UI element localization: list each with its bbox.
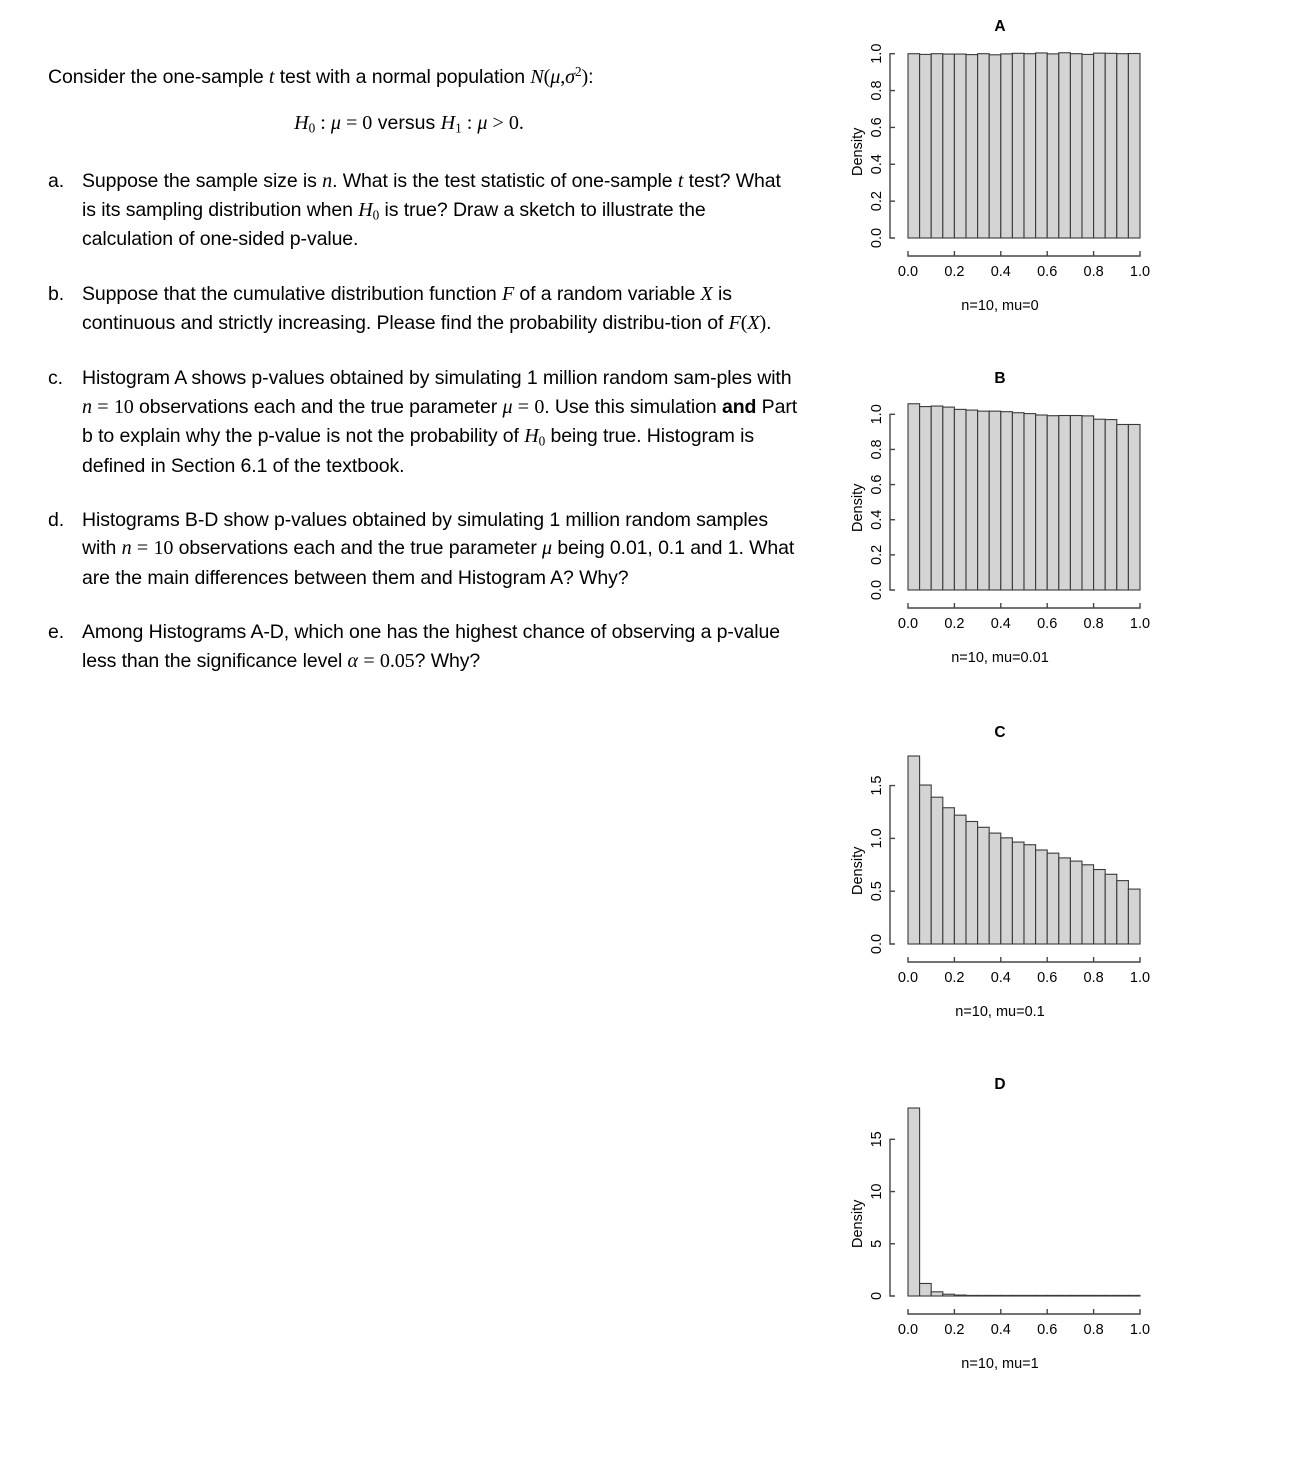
histogram-c-caption: n=10, mu=0.1 <box>955 1004 1045 1020</box>
y-axis-line <box>890 414 895 590</box>
x-axis-tick-label: 0.8 <box>1083 616 1104 632</box>
y-axis-tick-label: 0.8 <box>868 439 885 460</box>
part-d-marker: d. <box>48 508 65 531</box>
histogram-bar <box>920 54 932 238</box>
histogram-bar <box>1001 838 1013 944</box>
eq-colon-2: : <box>461 112 478 134</box>
symbol-10-c: 10 <box>113 395 134 418</box>
hypothesis-equation <box>48 112 800 137</box>
histogram-bar <box>966 55 978 238</box>
y-axis-tick-label: 0.4 <box>868 509 885 530</box>
histogram-bar <box>1036 53 1048 238</box>
histogram-bar <box>1036 1295 1048 1296</box>
histogram-b-caption: n=10, mu=0.01 <box>951 650 1049 666</box>
y-axis-tick-label: 1.5 <box>868 775 885 796</box>
histogram-bar <box>989 411 1001 590</box>
eq-H-alt-sub: 1 <box>455 120 462 136</box>
symbol-n-d: n <box>121 537 132 560</box>
y-axis-tick-label: 0.8 <box>868 80 885 101</box>
histogram-bar <box>931 406 943 590</box>
symbol-H-c: H <box>524 425 539 448</box>
part-e-body: Among Histograms A-D, which one has the highest chance of observing a p-value less than the significance level α = 0.05? Why? <box>82 621 780 672</box>
x-axis-tick-label: 1.0 <box>1129 970 1151 986</box>
y-axis-tick-label: 0.5 <box>868 881 885 902</box>
histogram-c-ylabel: Density <box>850 846 866 895</box>
x-axis-tick-label: 0.8 <box>1083 970 1104 986</box>
intro-colon: : <box>588 65 594 88</box>
x-axis-tick-label: 0.0 <box>897 616 919 632</box>
symbol-eq-c: = <box>97 395 109 418</box>
histogram-bar <box>1001 1295 1013 1296</box>
y-axis-tick-label: 1.0 <box>868 43 885 64</box>
x-axis-line <box>908 603 1140 608</box>
histogram-bar <box>1117 54 1129 238</box>
histogram-bar <box>978 54 990 238</box>
y-axis-tick-label: 0 <box>868 1291 885 1301</box>
eq-versus-word: versus <box>372 112 441 134</box>
x-axis-tick-label: 0.2 <box>944 616 965 632</box>
question-part-b <box>48 280 800 339</box>
emphasis-and: and <box>721 395 757 418</box>
histogram-bar <box>1012 842 1024 944</box>
y-axis-tick-label: 0.2 <box>868 544 885 565</box>
histogram-bar <box>1001 54 1013 238</box>
x-axis-tick-label: 1.0 <box>1129 264 1151 280</box>
question-part-c <box>48 364 800 480</box>
histogram-bar <box>1128 54 1140 239</box>
x-axis-line <box>908 1309 1140 1314</box>
part-a-body: Suppose the sample size is n. What is the test statistic of one-sample t test? What is its sampling distribution when $H_0$ is true? Draw a sketch to illustrate the calculation of one-sided p-value. <box>82 169 781 251</box>
x-axis-tick-label: 0.4 <box>990 970 1011 986</box>
histogram-d-plot <box>820 1058 1180 1358</box>
part-b-body: Suppose that the cumulative distribution function F of a random variable X is continuous and strictly increasing. Please find the probability distribu‑tion of F(X). <box>82 282 772 335</box>
histogram-b-title: B <box>994 370 1006 387</box>
histogram-bar <box>1024 845 1036 944</box>
y-axis-line <box>890 786 895 944</box>
intro-symbol-sigma: σ <box>565 65 575 88</box>
question-parts-list <box>48 167 800 676</box>
y-axis-tick-label: 0.2 <box>868 191 885 212</box>
y-axis-tick-label: 1.0 <box>868 404 885 425</box>
histogram-a-title: A <box>994 18 1006 35</box>
histogram-bar <box>1024 1295 1036 1296</box>
histogram-bar <box>1059 416 1071 590</box>
histogram-bar <box>966 821 978 944</box>
x-axis-tick-label: 0.2 <box>944 970 965 986</box>
histogram-bar <box>931 54 943 238</box>
eq-colon-1: : <box>315 112 331 134</box>
histogram-bar <box>1128 889 1140 944</box>
x-axis-tick-label: 0.6 <box>1037 264 1058 280</box>
part-c-marker: c. <box>48 367 63 390</box>
histogram-d-title: D <box>994 1076 1006 1093</box>
symbol-H-c-sub: 0 <box>538 433 546 449</box>
histogram-bar <box>989 55 1001 238</box>
histogram-panel-c <box>820 706 1180 1061</box>
histogram-bar <box>966 1295 978 1296</box>
symbol-0-c: 0 <box>534 395 545 418</box>
histogram-panel-column <box>820 0 1220 1459</box>
histogram-d-caption: n=10, mu=1 <box>961 1356 1039 1372</box>
x-axis-tick-label: 0.0 <box>897 264 919 280</box>
intro-paren-open: ( <box>543 65 551 88</box>
part-e-marker: e. <box>48 621 65 644</box>
histogram-bar <box>931 1292 943 1296</box>
eq-zero-1: 0 <box>362 112 373 134</box>
x-axis-tick-label: 0.2 <box>944 1322 965 1338</box>
histogram-b-ylabel: Density <box>850 483 866 533</box>
histogram-bar <box>943 808 955 944</box>
histogram-a-ylabel: Density <box>850 127 866 176</box>
x-axis-tick-label: 0.4 <box>990 1322 1011 1338</box>
intro-symbol-N: N <box>530 65 544 88</box>
histogram-panel-a <box>820 0 1180 355</box>
y-axis-tick-label: 15 <box>868 1131 885 1148</box>
eq-zero-2: 0. <box>508 112 524 134</box>
x-axis-tick-label: 0.6 <box>1037 970 1058 986</box>
histogram-bar <box>989 1295 1001 1296</box>
histogram-bar <box>1105 420 1117 590</box>
histogram-b-plot <box>820 352 1180 652</box>
histogram-bar <box>1047 54 1059 238</box>
eq-mu-1: μ <box>330 112 341 134</box>
histogram-bar <box>1094 1295 1106 1296</box>
histogram-bar <box>1024 54 1036 238</box>
eq-H-null-sub: 0 <box>308 120 316 136</box>
histogram-bar <box>1024 414 1036 590</box>
histogram-bar <box>1036 415 1048 590</box>
histogram-bar <box>908 1108 920 1296</box>
histogram-bar <box>978 411 990 590</box>
histogram-bar <box>1117 881 1129 944</box>
histogram-bar <box>1117 424 1129 590</box>
histogram-bar <box>1059 53 1071 238</box>
histogram-bar <box>954 54 966 238</box>
symbol-eq-d: = <box>136 537 149 560</box>
histogram-bar <box>1012 413 1024 590</box>
histogram-bar <box>989 833 1001 944</box>
histogram-bar <box>978 827 990 944</box>
x-axis-tick-label: 0.6 <box>1037 1322 1058 1338</box>
histogram-bar <box>1059 858 1071 944</box>
y-axis-tick-label: 0.6 <box>868 474 885 495</box>
symbol-mu-c: μ <box>502 395 513 418</box>
histogram-a-plot <box>820 0 1180 300</box>
symbol-paren-close-b: ) <box>759 312 767 335</box>
question-part-d <box>48 506 800 592</box>
histogram-bar <box>943 54 955 238</box>
x-axis-tick-label: 0.4 <box>990 616 1011 632</box>
histogram-bar <box>1105 53 1117 238</box>
histogram-bar <box>920 1283 932 1296</box>
histogram-bar <box>954 815 966 944</box>
histogram-bar <box>1012 1295 1024 1296</box>
symbol-X-b2: X <box>747 312 760 335</box>
part-b-marker: b. <box>48 282 65 305</box>
histogram-a-caption: n=10, mu=0 <box>961 298 1039 314</box>
histogram-bar <box>954 409 966 590</box>
histogram-bar <box>1070 54 1082 238</box>
histogram-bar <box>920 407 932 590</box>
symbol-X-b: X <box>700 282 713 305</box>
histogram-bar <box>1047 1295 1059 1296</box>
histogram-bar <box>1012 53 1024 238</box>
intro-symbol-mu: μ <box>550 65 561 88</box>
histogram-bar <box>1105 874 1117 944</box>
histogram-bar <box>1128 1295 1140 1296</box>
symbol-paren-open-b: ( <box>740 312 748 335</box>
intro-symbol-t: t <box>268 65 275 88</box>
histogram-bar <box>954 1295 966 1296</box>
symbol-t-a: t <box>677 169 684 192</box>
x-axis-line <box>908 957 1140 962</box>
y-axis-tick-label: 0.0 <box>868 227 885 249</box>
histogram-bar <box>1001 412 1013 590</box>
symbol-F-b2: F <box>728 312 741 335</box>
symbol-005-e: 0.05 <box>379 649 415 672</box>
symbol-F-b: F <box>501 282 515 305</box>
histogram-c-plot <box>820 706 1180 1006</box>
histogram-bar <box>920 785 932 944</box>
histogram-bar <box>1082 54 1094 238</box>
symbol-H-a-sub: 0 <box>372 207 380 223</box>
symbol-eq-e: = <box>363 649 375 672</box>
part-c-body: Histogram A shows p-values obtained by simulating 1 million random sam‑ples with n = 10 observations each and the true parameter μ = 0. Use this simulation and Part b to explain why the p-value is not the probability of $H_0$ being true. Histogram is defined in Section 6.1 of the textbook. <box>82 367 798 477</box>
x-axis-tick-label: 0.4 <box>990 264 1011 280</box>
histogram-bar <box>1036 850 1048 944</box>
eq-equals: = <box>340 112 363 134</box>
x-axis-tick-label: 1.0 <box>1129 616 1151 632</box>
histogram-bar <box>1094 53 1106 238</box>
histogram-bar <box>908 756 920 944</box>
histogram-bar <box>1070 416 1082 590</box>
part-a-marker: a. <box>48 169 65 192</box>
histogram-bar <box>1082 865 1094 944</box>
intro-paren-close: ) <box>581 65 589 88</box>
symbol-alpha-e: α <box>347 649 358 672</box>
histogram-bar <box>1082 416 1094 590</box>
y-axis-tick-label: 1.0 <box>868 828 885 849</box>
y-axis-tick-label: 0.0 <box>868 579 885 601</box>
eq-H-null: H <box>294 112 309 134</box>
intro-sentence <box>48 62 800 92</box>
histogram-bar <box>1094 870 1106 944</box>
symbol-n-a: n <box>322 169 333 192</box>
question-part-a <box>48 167 800 254</box>
intro-exponent-2: 2 <box>574 64 582 79</box>
symbol-10-d: 10 <box>153 537 174 560</box>
histogram-bar <box>978 1295 990 1296</box>
x-axis-tick-label: 0.8 <box>1083 1322 1104 1338</box>
y-axis-tick-label: 5 <box>868 1239 885 1248</box>
histogram-bar <box>1047 416 1059 590</box>
symbol-mu-d: μ <box>542 537 553 560</box>
y-axis-tick-label: 0.6 <box>868 117 885 138</box>
histogram-panel-b <box>820 352 1180 707</box>
histogram-bar <box>931 797 943 944</box>
histogram-bar <box>1059 1295 1071 1296</box>
histogram-bar <box>943 1294 955 1296</box>
question-text-column <box>48 62 800 702</box>
y-axis-tick-label: 0.4 <box>868 154 885 175</box>
symbol-eq-c2: = <box>517 395 529 418</box>
histogram-bar <box>1082 1295 1094 1296</box>
question-part-e <box>48 618 800 676</box>
histogram-d-ylabel: Density <box>850 1199 866 1248</box>
histogram-bar <box>943 407 955 590</box>
histogram-panel-d <box>820 1058 1180 1413</box>
histogram-bar <box>1094 419 1106 590</box>
x-axis-line <box>908 251 1140 256</box>
histogram-c-title: C <box>994 724 1006 741</box>
eq-mu-2: μ <box>477 112 488 134</box>
symbol-n-c: n <box>82 395 92 418</box>
x-axis-tick-label: 0.8 <box>1083 264 1104 280</box>
histogram-bar <box>1070 861 1082 944</box>
x-axis-tick-label: 0.6 <box>1037 616 1058 632</box>
intro-comma: , <box>560 65 566 88</box>
histogram-bar <box>1117 1295 1129 1296</box>
x-axis-tick-label: 0.0 <box>897 1322 919 1338</box>
y-axis-tick-label: 10 <box>868 1183 885 1200</box>
y-axis-tick-label: 0.0 <box>868 933 885 955</box>
histogram-bar <box>908 404 920 590</box>
x-axis-tick-label: 0.0 <box>897 970 919 986</box>
histogram-bar <box>966 410 978 590</box>
symbol-H-a: H <box>358 199 373 222</box>
intro-text-pre: Consider the one-sample <box>48 65 269 88</box>
x-axis-tick-label: 0.2 <box>944 264 965 280</box>
x-axis-tick-label: 1.0 <box>1129 1322 1151 1338</box>
histogram-bar <box>1047 853 1059 944</box>
part-d-body: Histograms B-D show p-values obtained by simulating 1 million random samples with n = 10 observations each and the true parameter μ being 0.01, 0.1 and 1. What are the main differences between them and Histogram A? Why? <box>82 508 795 589</box>
histogram-bar <box>1128 424 1140 590</box>
intro-text-mid: test with a normal population <box>274 65 531 88</box>
y-axis-line <box>890 54 895 238</box>
eq-greater-than: > <box>487 112 509 134</box>
histogram-bar <box>1105 1295 1117 1296</box>
histogram-bar <box>908 54 920 238</box>
histogram-bar <box>1070 1295 1082 1296</box>
eq-H-alt: H <box>440 112 456 134</box>
y-axis-line <box>890 1139 895 1296</box>
